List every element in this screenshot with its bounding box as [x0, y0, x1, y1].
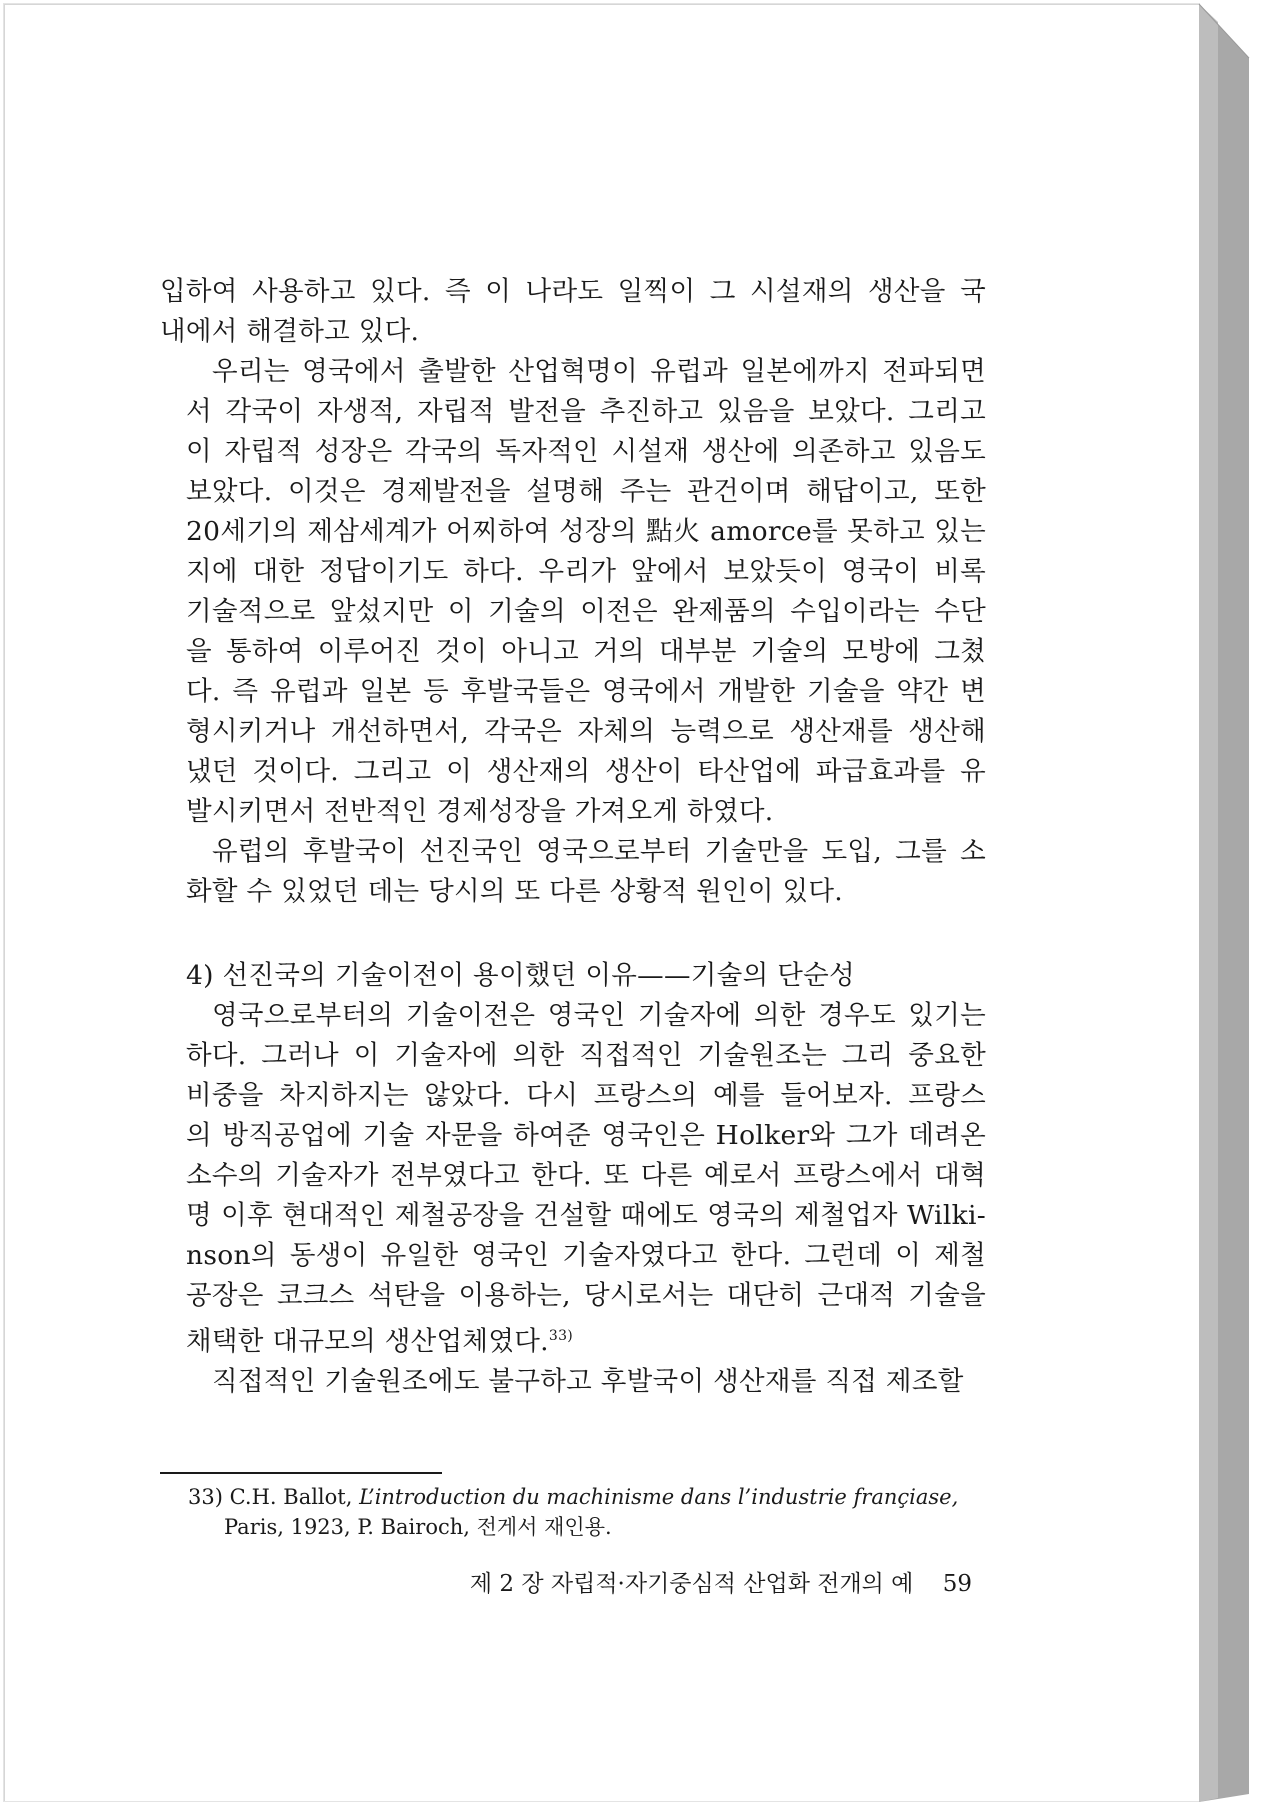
paragraph-group-1 [160, 272, 986, 912]
text-line: 직접적인 기술원조에도 불구하고 후발국이 생산재를 직접 제조할 [212, 1366, 964, 1397]
footnote-rule [160, 1472, 442, 1474]
running-footer [412, 1565, 972, 1598]
footnote-reference[interactable]: 33) [548, 1328, 574, 1344]
text-line: 채택한 대규모의 생산업체였다.$^{33)}$ [186, 1326, 574, 1357]
text-line: 유럽의 후발국이 선진국인 영국으로부터 기술만을 도입, 그를 소 [212, 836, 986, 867]
footnote [188, 1482, 988, 1542]
text-line: 보았다. 이것은 경제발전을 설명해 주는 관건이며 해답이고, 또한 [186, 476, 986, 507]
paragraph [160, 352, 986, 832]
paragraph [160, 832, 986, 912]
text-line: 을 통하여 이루어진 것이 아니고 거의 대부분 기술의 모방에 그쳤 [186, 636, 986, 667]
text-line: 20세기의 제삼세계가 어찌하여 성장의 點火 amorce를 못하고 있는 [186, 516, 986, 547]
text-line: 우리는 영국에서 출발한 산업혁명이 유럽과 일본에까지 전파되면 [212, 356, 986, 387]
text-line: 이 자립적 성장은 각국의 독자적인 시설재 생산에 의존하고 있음도 [186, 436, 986, 467]
text-line: 비중을 차지하지는 않았다. 다시 프랑스의 예를 들어보자. 프랑스 [186, 1080, 986, 1111]
text-line: 기술적으로 앞섰지만 이 기술의 이전은 완제품의 수입이라는 수단 [186, 596, 986, 627]
text-line: 영국으로부터의 기술이전은 영국인 기술자에 의한 경우도 있기는 [212, 1000, 986, 1031]
text-line: 화할 수 있었던 데는 당시의 또 다른 상황적 원인이 있다. [186, 876, 844, 907]
text-line: 소수의 기술자가 전부였다고 한다. 또 다른 예로서 프랑스에서 대혁 [186, 1160, 986, 1191]
text-line: nson의 동생이 유일한 영국인 기술자였다고 한다. 그런데 이 제철 [186, 1240, 986, 1271]
text-line: 서 각국이 자생적, 자립적 발전을 추진하고 있음을 보았다. 그리고 [186, 396, 986, 427]
text-line: 명 이후 현대적인 제철공장을 건설할 때에도 영국의 제철업자 Wilki- [186, 1200, 986, 1231]
text-line: 하다. 그러나 이 기술자에 의한 직접적인 기술원조는 그리 중요한 [186, 1040, 986, 1071]
footer-title: 자립적·자기중심적 산업화 전개의 예 [550, 1571, 914, 1597]
paragraph [160, 272, 986, 352]
text-line: 내에서 해결하고 있다. [160, 316, 420, 347]
footnote-number: 33) [188, 1485, 223, 1509]
text-line: 입하여 사용하고 있다. 즉 이 나라도 일찍이 그 시설재의 생산을 국 [160, 276, 986, 307]
text-line: 의 방직공업에 기술 자문을 하여준 영국인은 Holker와 그가 데려온 [186, 1120, 986, 1151]
paragraph [160, 1362, 986, 1402]
footnote-title: L’introduction du machinisme dans l’industrie françiase, [359, 1485, 959, 1509]
text-line: 공장은 코크스 석탄을 이용하는, 당시로서는 대단히 근대적 기술을 [186, 1280, 986, 1311]
body-text [160, 272, 986, 1402]
text-line: 다. 즉 유럽과 일본 등 후발국들은 영국에서 개발한 기술을 약간 변 [186, 676, 986, 707]
text-line: 지에 대한 정답이기도 하다. 우리가 앞에서 보았듯이 영국이 비록 [186, 556, 986, 587]
footer-chapter: 제 2 장 [469, 1571, 544, 1597]
page-number: 59 [942, 1571, 972, 1597]
text-line: 형시키거나 개선하면서, 각국은 자체의 능력으로 생산재를 생산해 [186, 716, 986, 747]
text-line: 발시키면서 전반적인 경제성장을 가져오게 하였다. [186, 796, 774, 827]
footnote-rest: Paris, 1923, P. Bairoch, 전게서 재인용. [224, 1515, 612, 1539]
footnote-line-1 [188, 1482, 988, 1512]
paragraph [160, 996, 986, 1362]
paragraph-group-2 [160, 996, 986, 1402]
footnote-author: C.H. Ballot, [229, 1485, 353, 1509]
section-subheading: 4) 선진국의 기술이전이 용이했던 이유——기술의 단순성 [186, 960, 855, 991]
text-line: 냈던 것이다. 그리고 이 생산재의 생산이 타산업에 파급효과를 유 [186, 756, 986, 787]
